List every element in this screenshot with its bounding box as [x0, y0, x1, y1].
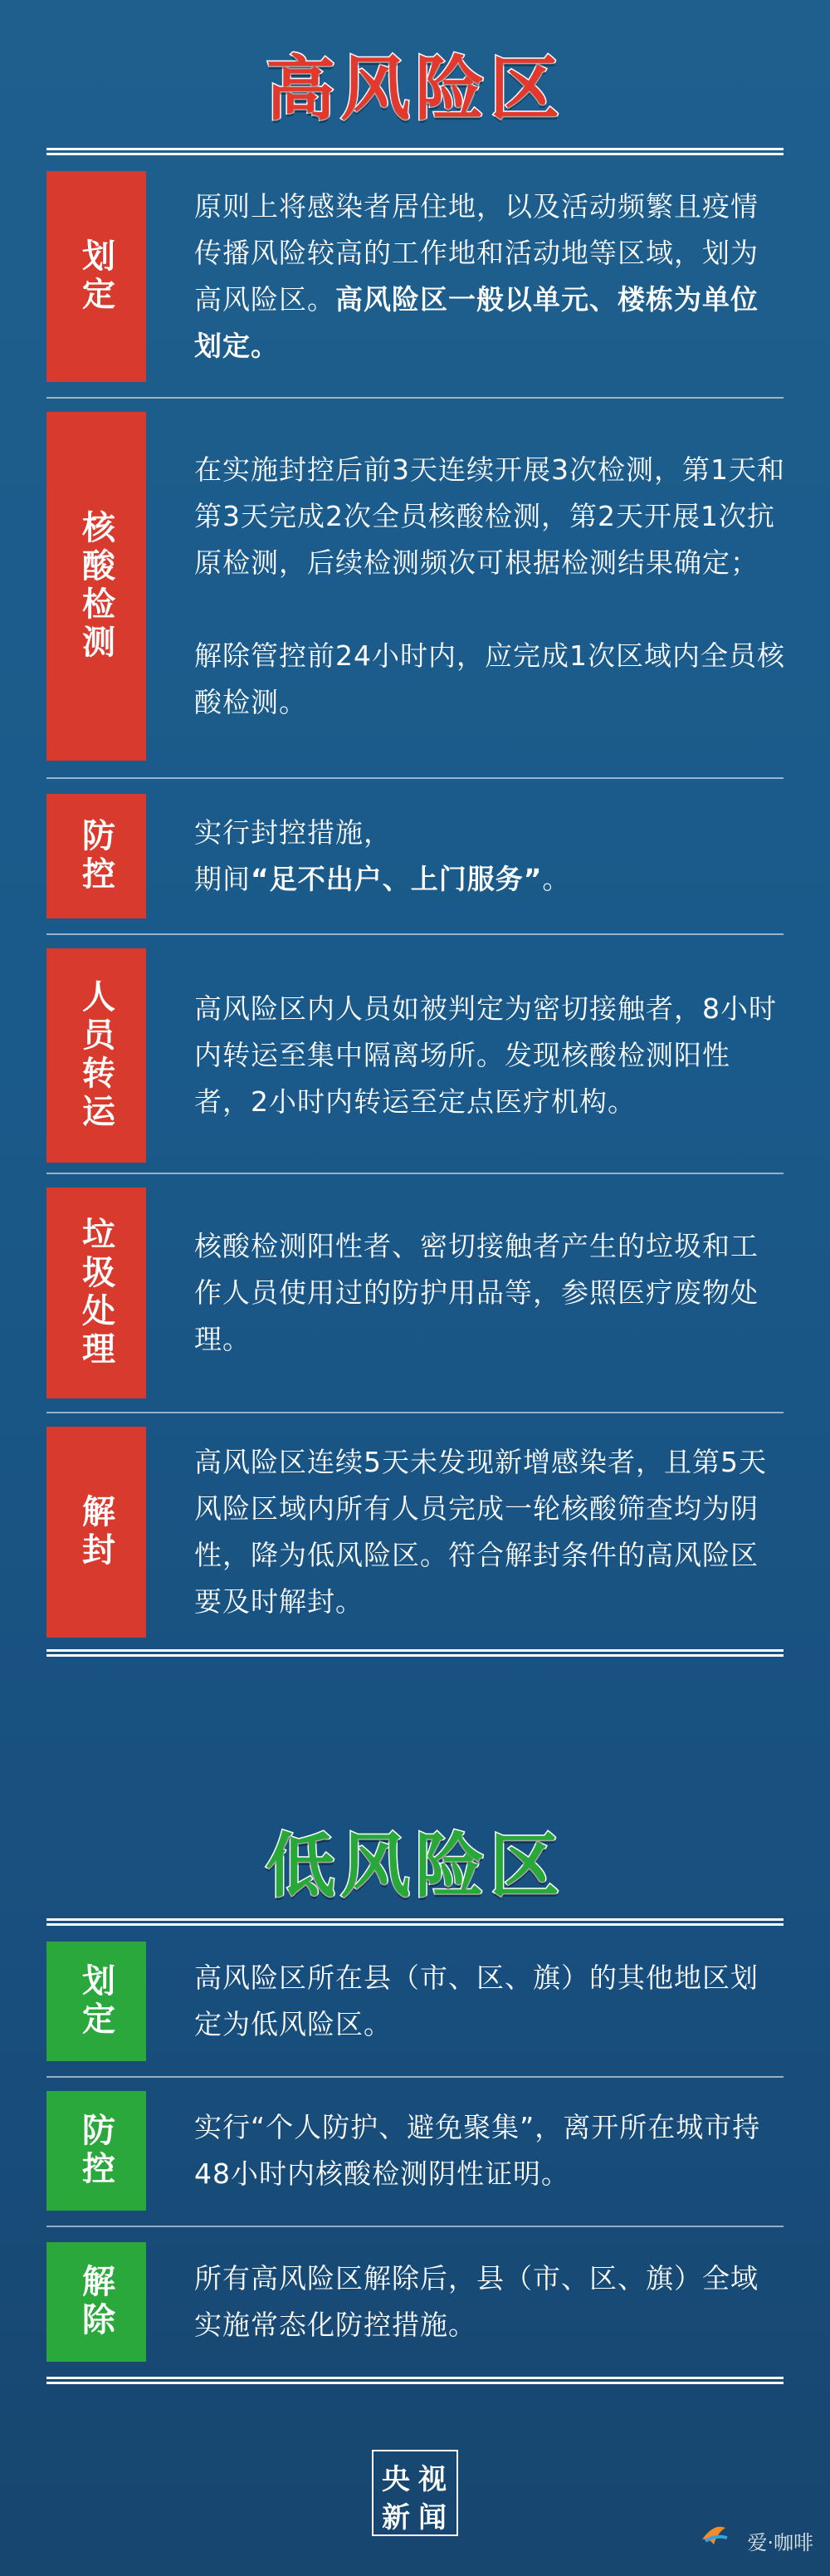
divider [46, 148, 784, 155]
text-segment: 期间 [194, 863, 251, 895]
watermark-icon [697, 2516, 730, 2549]
logo-char: 视 [418, 2463, 447, 2496]
tag-label: 防控 [46, 2091, 146, 2211]
tag-label: 解除 [46, 2242, 146, 2362]
tag-label: 防控 [46, 794, 146, 918]
row-text [194, 171, 785, 382]
text-paragraph: 实行“个人防护、避免聚集”，离开所在城市持48小时内核酸检测阴性证明。 [194, 2111, 761, 2190]
text-paragraph: 核酸检测阳性者、密切接触者产生的垃圾和工作人员使用过的防护用品等，参照医疗废物处理。 [194, 1230, 759, 1355]
text-segment: 原则上将感染者居住地，以及活动频繁且疫情传播风险较高的工作地和活动地等区域，划为高风险区。 [194, 190, 759, 316]
high-row-transfer [46, 948, 784, 1163]
separator [46, 2076, 784, 2078]
high-row-control [46, 794, 784, 918]
row-text [194, 2242, 785, 2362]
tag-label: 人员转运 [46, 948, 146, 1163]
text-segment: 。 [542, 863, 571, 895]
logo-char: 新 [382, 2501, 410, 2534]
divider [46, 2377, 784, 2384]
low-row-designation [46, 1942, 784, 2061]
divider [46, 1918, 784, 1926]
high-row-designation [46, 171, 784, 382]
logo-char: 闻 [418, 2501, 447, 2534]
low-row-control [46, 2091, 784, 2211]
row-text [194, 948, 785, 1163]
row-text [194, 1427, 785, 1638]
text-bold: “足不出户、上门服务” [251, 863, 543, 895]
tag-label: 划定 [46, 1942, 146, 2061]
separator [46, 1412, 784, 1413]
cctv-news-logo [372, 2450, 458, 2536]
tag-label: 垃圾处理 [46, 1188, 146, 1398]
low-risk-title: 低风险区 [265, 1825, 564, 1907]
tag-label: 划定 [46, 171, 146, 382]
row-text [194, 794, 785, 918]
text-paragraph: 解除管控前24小时内，应完成1次区域内全员核酸检测。 [194, 639, 785, 718]
high-row-waste [46, 1188, 784, 1398]
separator [46, 777, 784, 779]
tag-label: 解封 [46, 1427, 146, 1638]
text-paragraph: 高风险区内人员如被判定为密切接触者，8小时内转运至集中隔离场所。发现核酸检测阳性者，2小时内转运至定点医疗机构。 [194, 992, 777, 1118]
tag-label: 核酸检测 [46, 412, 146, 761]
high-risk-title: 高风险区 [265, 48, 564, 130]
high-row-testing [46, 412, 784, 761]
row-text [194, 1942, 785, 2061]
separator [46, 933, 784, 935]
text-paragraph: 在实施封控后前3天连续开展3次检测，第1天和第3天完成2次全员核酸检测，第2天开展1次抗原检测，后续检测频次可根据检测结果确定； [194, 453, 785, 579]
text-paragraph: 所有高风险区解除后，县（市、区、旗）全域实施常态化防控措施。 [194, 2262, 759, 2341]
separator [46, 2226, 784, 2227]
row-text [194, 1188, 785, 1398]
row-text [194, 412, 785, 761]
text-paragraph: 实行封控措施， [194, 816, 392, 849]
low-row-lift [46, 2242, 784, 2362]
text-paragraph: 高风险区所在县（市、区、旗）的其他地区划定为低风险区。 [194, 1961, 759, 2040]
text-bold: 高风险区一般以单元、楼栋为单位划定。 [194, 283, 759, 362]
divider [46, 1649, 784, 1657]
text-paragraph: 高风险区连续5天未发现新增感染者，且第5天风险区域内所有人员完成一轮核酸筛查均为阴性，降为低风险区。符合解封条件的高风险区要及时解封。 [194, 1446, 767, 1618]
row-text [194, 2091, 785, 2211]
watermark-text: 爱·咖啡 [747, 2531, 813, 2554]
high-row-lift [46, 1427, 784, 1638]
separator [46, 397, 784, 399]
separator [46, 1173, 784, 1174]
logo-char: 央 [382, 2463, 410, 2496]
